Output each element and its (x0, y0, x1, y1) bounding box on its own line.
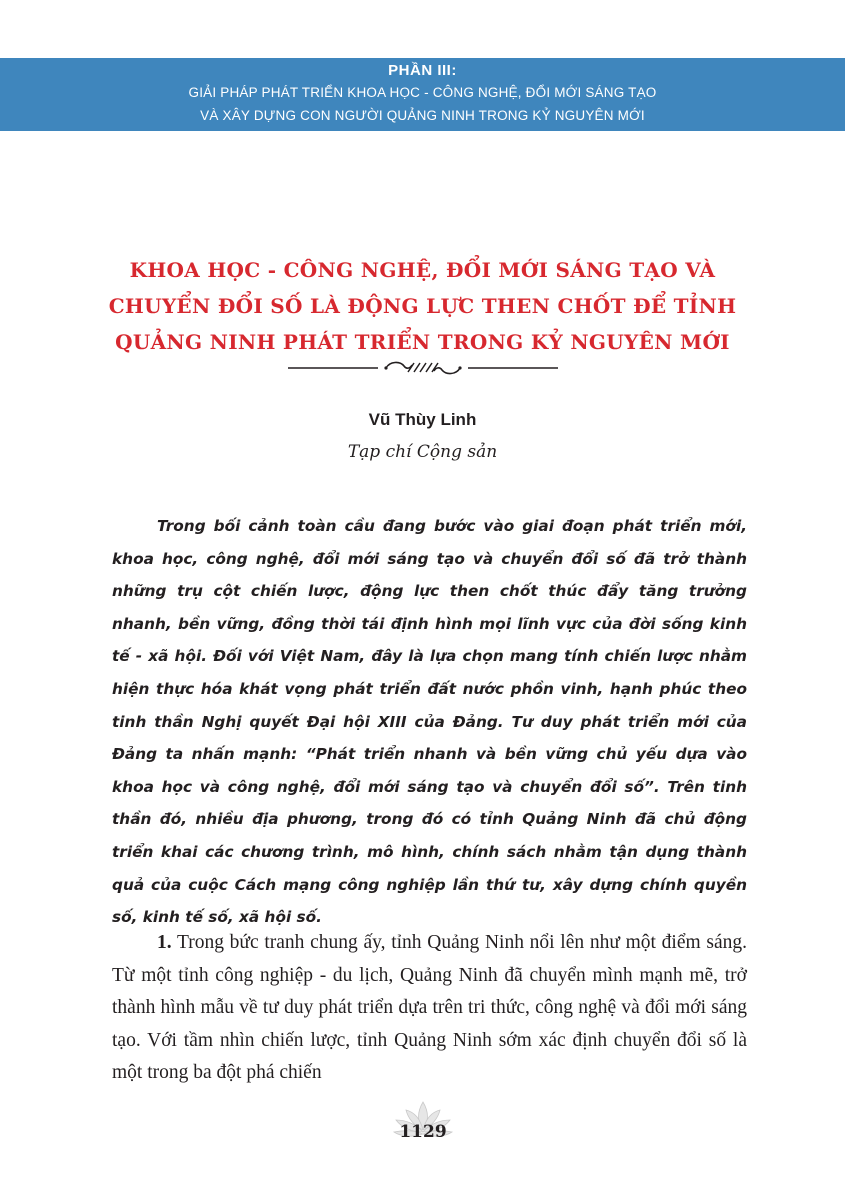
part-title-line-1: GIẢI PHÁP PHÁT TRIỂN KHOA HỌC - CÔNG NGHỆ, ĐỔI MỚI SÁNG TẠO (188, 85, 657, 100)
part-title-line-2: VÀ XÂY DỰNG CON NGƯỜI QUẢNG NINH TRONG KỶ NGUYÊN MỚI (200, 108, 645, 123)
section-header-band (0, 58, 845, 131)
body-paragraph (112, 927, 747, 1090)
section-number: 1. (157, 932, 172, 953)
abstract-paragraph: Trong bối cảnh toàn cầu đang bước vào giai đoạn phát triển mới, khoa học, công nghệ, đổi mới sáng tạo và chuyển đổi số đã trở thành những trụ cột chiến lược, động lực then chốt thúc đẩy tăng trưởng nhanh, bền vững, đồng thời tái định hình mọi lĩnh vực của đời sống kinh tế - xã hội. Đối với Việt Nam, đây là lựa chọn mang tính chiến lược nhằm hiện thực hóa khát vọng phát triển đất nước phồn vinh, hạnh phúc theo tinh thần Nghị quyết Đại hội XIII của Đảng. Tư duy phát triển mới của Đảng ta nhấn mạnh: “Phát triển nhanh và bền vững chủ yếu dựa vào khoa học và công nghệ, đổi mới sáng tạo và chuyển đổi số”. Trên tinh thần đó, nhiều địa phương, trong đó có tỉnh Quảng Ninh đã chủ động triển khai các chương trình, mô hình, chính sách nhằm tận dụng thành quả của cuộc Cách mạng công nghiệp lần thứ tư, xây dựng chính quyền số, kinh tế số, xã hội số. (112, 517, 747, 927)
divider-ornament (288, 360, 558, 376)
part-label: PHẦN III: (388, 62, 457, 79)
page-footer (392, 1098, 454, 1148)
author-affiliation: Tạp chí Cộng sản (347, 442, 498, 462)
author-name: Vũ Thùy Linh (368, 410, 477, 429)
body-paragraph-text: Trong bức tranh chung ấy, tỉnh Quảng Ninh nổi lên như một điểm sáng. Từ một tỉnh công nghiệp - du lịch, Quảng Ninh đã chuyển mình mạnh mẽ, trở thành hình mẫu về tư duy phát triển dựa trên tri thức, công nghệ và đổi mới sáng tạo. Với tầm nhìn chiến lược, tỉnh Quảng Ninh sớm xác định chuyển đổi số là một trong ba đột phá chiến (112, 932, 747, 1083)
article-title: KHOA HỌC - CÔNG NGHỆ, ĐỔI MỚI SÁNG TẠO VÀ CHUYỂN ĐỔI SỐ LÀ ĐỘNG LỰC THEN CHỐT ĐỂ TỈNH QUẢNG NINH PHÁT TRIỂN TRONG KỶ NGUYÊN MỚI (108, 258, 737, 354)
page-number: 1129 (399, 1122, 447, 1142)
